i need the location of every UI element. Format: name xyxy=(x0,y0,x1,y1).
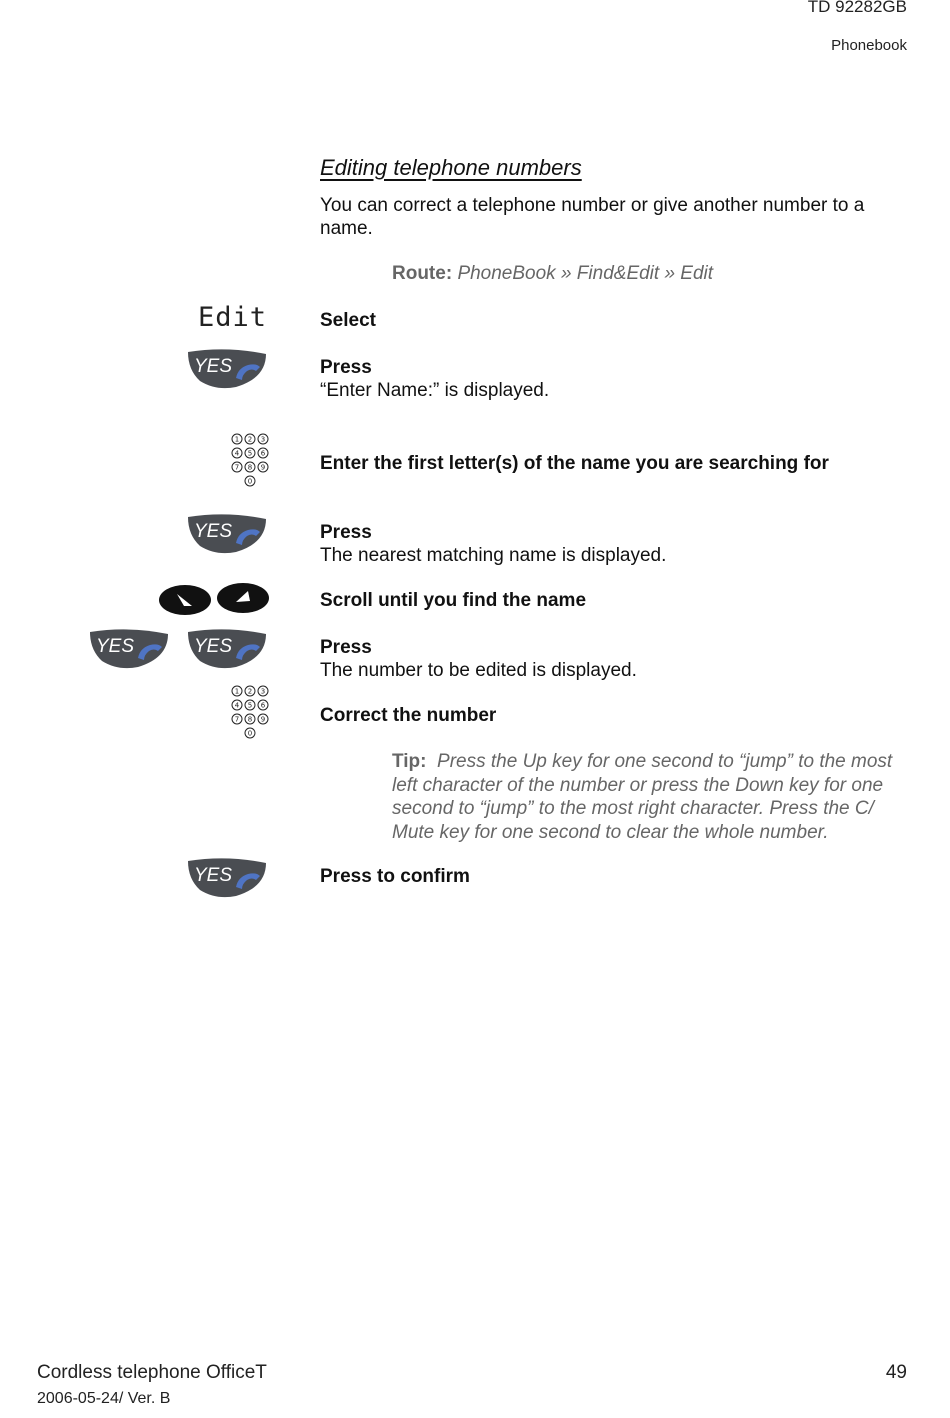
tip-text: Press the Up key for one second to “jump” to the most left character of the number or press the Down key for one second to “jump” to the most right character. Press the C/ Mute key for one second to clear the whole number. xyxy=(392,751,893,843)
tip-block xyxy=(392,750,907,844)
yes-key-label: YES xyxy=(194,356,233,377)
lcd-display-text: Edit xyxy=(198,302,268,333)
footer-product: Cordless telephone OfficeT xyxy=(37,1362,267,1383)
keypad-key: 1 xyxy=(234,687,240,696)
keypad-key: 4 xyxy=(234,449,240,458)
keypad-key: 5 xyxy=(247,701,253,710)
step-press-sub: The nearest matching name is displayed. xyxy=(320,545,667,566)
yes-key-icon xyxy=(88,628,170,670)
footer-date-version: 2006-05-24/ Ver. B xyxy=(37,1390,171,1407)
scroll-up-key-icon xyxy=(216,582,270,614)
step-press-title: Press xyxy=(320,637,372,658)
keypad-key: 3 xyxy=(260,687,266,696)
keypad-key: 2 xyxy=(247,687,253,696)
step-press-sub: The number to be edited is displayed. xyxy=(320,660,637,681)
keypad-key: 0 xyxy=(247,477,253,486)
page-number: 49 xyxy=(885,1362,907,1383)
yes-key-label: YES xyxy=(194,865,233,886)
keypad-key: 6 xyxy=(260,701,266,710)
keypad-key: 6 xyxy=(260,449,266,458)
step-press-title: Press xyxy=(320,522,372,543)
step-correct-title: Correct the number xyxy=(320,705,497,726)
step-press-sub: “Enter Name:” is displayed. xyxy=(320,380,550,401)
keypad-key: 8 xyxy=(247,463,253,472)
keypad-key: 0 xyxy=(247,729,253,738)
yes-key-label: YES xyxy=(194,636,233,657)
document-code: TD 92282GB xyxy=(807,0,907,16)
yes-key-icon xyxy=(186,513,268,555)
step-scroll-title: Scroll until you find the name xyxy=(320,590,587,611)
keypad-key: 3 xyxy=(260,435,266,444)
yes-key-icon xyxy=(186,628,268,670)
route-line xyxy=(392,263,713,285)
route-label: Route: xyxy=(392,263,453,284)
scroll-down-key-icon xyxy=(158,584,212,616)
yes-key-label: YES xyxy=(96,636,135,657)
keypad-key: 2 xyxy=(247,435,253,444)
keypad-key: 9 xyxy=(260,715,266,724)
yes-key-icon xyxy=(186,857,268,899)
keypad-icon xyxy=(230,684,272,742)
yes-key-label: YES xyxy=(194,521,233,542)
step-press-title: Press xyxy=(320,357,372,378)
keypad-key: 9 xyxy=(260,463,266,472)
keypad-key: 7 xyxy=(234,463,240,472)
step-select-title: Select xyxy=(320,310,376,331)
tip-label: Tip: xyxy=(392,751,427,772)
keypad-key: 4 xyxy=(234,701,240,710)
section-title: Editing telephone numbers xyxy=(320,155,582,180)
keypad-key: 7 xyxy=(234,715,240,724)
step-confirm-title: Press to confirm xyxy=(320,866,470,887)
keypad-key: 8 xyxy=(247,715,253,724)
route-path: PhoneBook » Find&Edit » Edit xyxy=(457,263,714,284)
keypad-key: 1 xyxy=(234,435,240,444)
keypad-icon xyxy=(230,432,272,490)
yes-key-icon xyxy=(186,348,268,390)
keypad-key: 5 xyxy=(247,449,253,458)
step-enter-title: Enter the first letter(s) of the name you are searching for xyxy=(320,453,829,474)
section-name: Phonebook xyxy=(831,37,907,54)
intro-text: You can correct a telephone number or give another number to a name. xyxy=(320,195,865,239)
